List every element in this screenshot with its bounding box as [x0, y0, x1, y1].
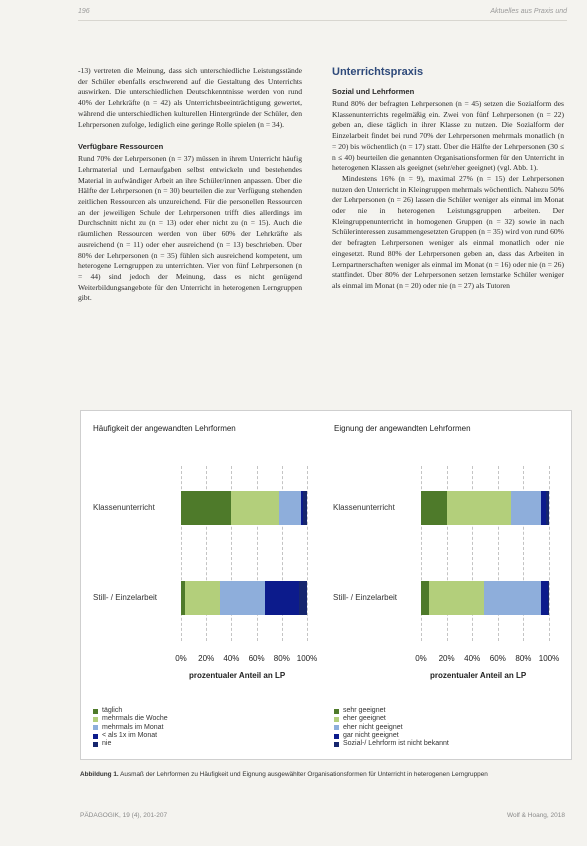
x-axis-label: prozentualer Anteil an LP [430, 671, 527, 680]
bar-segment [299, 581, 307, 615]
legend-label: Sozial-/ Lehrform ist nicht bekannt [343, 740, 449, 748]
legend-item [334, 707, 449, 715]
subsection-heading: Sozial und Lehrformen [332, 87, 415, 96]
bar-segment [548, 581, 549, 615]
x-tick-label: 80% [273, 654, 290, 663]
left-column [78, 66, 302, 304]
legend-item [334, 740, 449, 748]
bar-segment [303, 491, 307, 525]
legend-swatch [93, 725, 98, 730]
category-label: Klassenunterricht [93, 503, 155, 512]
legend-label: eher geeignet [343, 715, 386, 723]
legend-label: nie [102, 740, 112, 748]
x-tick-label: 0% [415, 654, 427, 663]
legend-swatch [334, 734, 339, 739]
legend-item [93, 724, 168, 732]
bar-segment [429, 581, 484, 615]
bar-segment [279, 491, 300, 525]
x-tick-label: 0% [175, 654, 187, 663]
paragraph: Rund 80% der befragten Lehrpersonen (n = 45) setzen die Sozialform des Klassenunterrichts regelmäßig ein. Zwei von fünf Lehrpersonen (n = 22) geben an, diese täglich in ihrer Klasse zu nutzen. Die Sozialform der Einzelarbeit findet bei rund 70% der Lehrpersonen mehrmals monatlich (n = 20) bis wöchentlich (n = 17) statt. Über die Hälfte der Lehrpersonen (30 ≤ n ≤ 40) beurteilen die genannten Organisationsformen für den Unterricht in heterogenen Klassen als geeignet (sehr/eher geeignet) (vgl. Abb. 1). [332, 99, 564, 173]
legend-swatch [93, 734, 98, 739]
legend-label: mehrmals im Monat [102, 723, 164, 731]
right-column [332, 66, 564, 292]
category-label: Klassenunterricht [333, 503, 395, 512]
chart-title-frequency: Häufigkeit der angewandten Lehrformen [93, 424, 236, 433]
bar-segment [546, 491, 549, 525]
legend-label: gar nicht geeignet [343, 731, 399, 739]
bar-segment [421, 581, 429, 615]
legend-swatch [334, 717, 339, 722]
bar-segment [447, 491, 511, 525]
legend-item [93, 715, 168, 723]
legend-swatch [93, 717, 98, 722]
legend-swatch [93, 742, 98, 747]
running-head: Aktuelles aus Praxis und [490, 8, 567, 15]
chart-title-suitability: Eignung der angewandten Lehrformen [334, 424, 471, 433]
paragraph: Mindestens 16% (n = 9), maximal 27% (n = 15) der Lehrpersonen nutzen den Unterricht in Kleingruppen mehrmals wöchentlich. Nahezu 50% der Lehrpersonen (n = 26) lassen die Schüler weniger als einmal im Monat oder nie in heterogenen Leistungsgruppen arbeiten. Der Kleingruppenunterricht in homogenen Gruppen (n = 32) sowie in nach Schülerinteressen zusammengesetzten Gruppen (n = 35) wird von rund 60% der befragten Lehrpersonen weniger als einmal monatlich oder nie eingesetzt. Rund 80% der Lehrpersonen geben an, dass das Arbeiten in Lernpartnerschaften weniger als einmal im Monat (n = 16) oder nie (n = 26) stattfindet. Über 80% der Lehrpersonen setzen lernstarke Schüler weniger als einmal im Monat (n = 20) oder nie (n = 27) als Tutoren [332, 173, 564, 290]
legend-swatch [334, 709, 339, 714]
x-tick-label: 20% [438, 654, 455, 663]
bar-segment [185, 581, 220, 615]
legend-label: sehr geeignet [343, 707, 386, 714]
x-tick-label: 40% [223, 654, 240, 663]
legend-label: < als 1x im Monat [102, 731, 158, 739]
legend-item [93, 732, 168, 740]
x-tick-label: 100% [296, 654, 318, 663]
header-rule [78, 20, 567, 21]
legend-swatch [334, 725, 339, 730]
bar-segment [421, 491, 447, 525]
bar-segment [265, 581, 299, 615]
footer-right: Wolf & Hoang, 2018 [506, 812, 565, 819]
gridline [307, 466, 308, 641]
bar-segment [220, 581, 265, 615]
legend-item [93, 740, 168, 748]
legend [93, 707, 168, 748]
caption-text: Ausmaß der Lehrformen zu Häufigkeit und Eignung ausgewählter Organisationsformen für Unterricht in heterogenen Lerngruppen [120, 771, 488, 778]
caption-label: Abbildung 1. [80, 771, 119, 778]
x-tick-label: 100% [538, 654, 560, 663]
page-number: 196 [78, 8, 90, 15]
paragraph: Rund 70% der Lehrpersonen (n = 37) müssen in ihrem Unterricht häufig Lehrmaterial und Lernaufgaben selbst entwickeln und bestehendes Material in aufwändiger Arbeit an ihre Schüler/innen anpassen. Über die Hälfte der Lehrpersonen (n = 30) beurteilen die zur Verfügung stehenden zeitlichen Ressourcen als unzureichend. Für die personellen Ressourcen an der jeweiligen Schule der Lehrpersonen trifft dies allerdings im Durchschnitt nicht zu (n = 13) oder eher nicht zu (n = 15). Auch die räumlichen Ressourcen werden von über 60% der Lehrkräfte als ausreichend (n = 11) oder eher ausreichend (n = 13) beschrieben. Über 80% der Lehrpersonen (n = 35) fühlen sich ausreichend kompetent, um heterogene Lerngruppen zu unterrichten. Vier von fünf Lehrpersonen (n = 44) sind jedoch der Meinung, dass es nicht genügend Weiterbildungsangebote für den Unterricht in heterogenen Lerngruppen gibt. [78, 154, 302, 303]
category-label: Still- / Einzelarbeit [93, 593, 158, 602]
section-title: Unterrichtspraxis [332, 66, 424, 78]
bar-segment [484, 581, 542, 615]
legend-item [334, 724, 449, 732]
x-tick-label: 40% [464, 654, 481, 663]
legend-swatch [334, 742, 339, 747]
gridline [549, 466, 550, 641]
category-label: Still- / Einzelarbeit [333, 593, 398, 602]
bar-segment [181, 491, 231, 525]
x-tick-label: 60% [489, 654, 506, 663]
x-axis-label: prozentualer Anteil an LP [189, 671, 286, 680]
figure-caption [80, 770, 570, 779]
legend-label: mehrmals die Woche [102, 715, 168, 723]
section-heading: Verfügbare Ressourcen [78, 142, 164, 152]
legend [334, 707, 449, 748]
figure [80, 410, 572, 760]
legend-item [93, 707, 168, 715]
legend-swatch [93, 709, 98, 714]
paragraph: -13) vertreten die Meinung, dass sich unterschiedliche Leistungsstände der Schüler ebenfalls erschwerend auf die Gestaltung des Unterrichts auswirken. Die unterschiedlichen Deutschkenntnisse werden von rund 40% der Lehrkräfte (n = 42) als Unterrichtsbeeinträchtigung gewertet, während die unterschiedlichen kulturellen Hintergründe der Schüler, den Lehrpersonen zufolge, lediglich eine geringe Rolle spielen (n = 34). [78, 66, 302, 129]
x-tick-label: 20% [198, 654, 215, 663]
footer-citation: PÄDAGOGIK, 19 (4), 201-207 [80, 812, 168, 819]
bar-segment [231, 491, 279, 525]
legend-item [334, 732, 449, 740]
bar-segment [511, 491, 542, 525]
legend-item [334, 715, 449, 723]
legend-label: eher nicht geeignet [343, 723, 403, 731]
x-tick-label: 60% [248, 654, 265, 663]
x-tick-label: 80% [515, 654, 532, 663]
legend-label: täglich [102, 707, 123, 714]
